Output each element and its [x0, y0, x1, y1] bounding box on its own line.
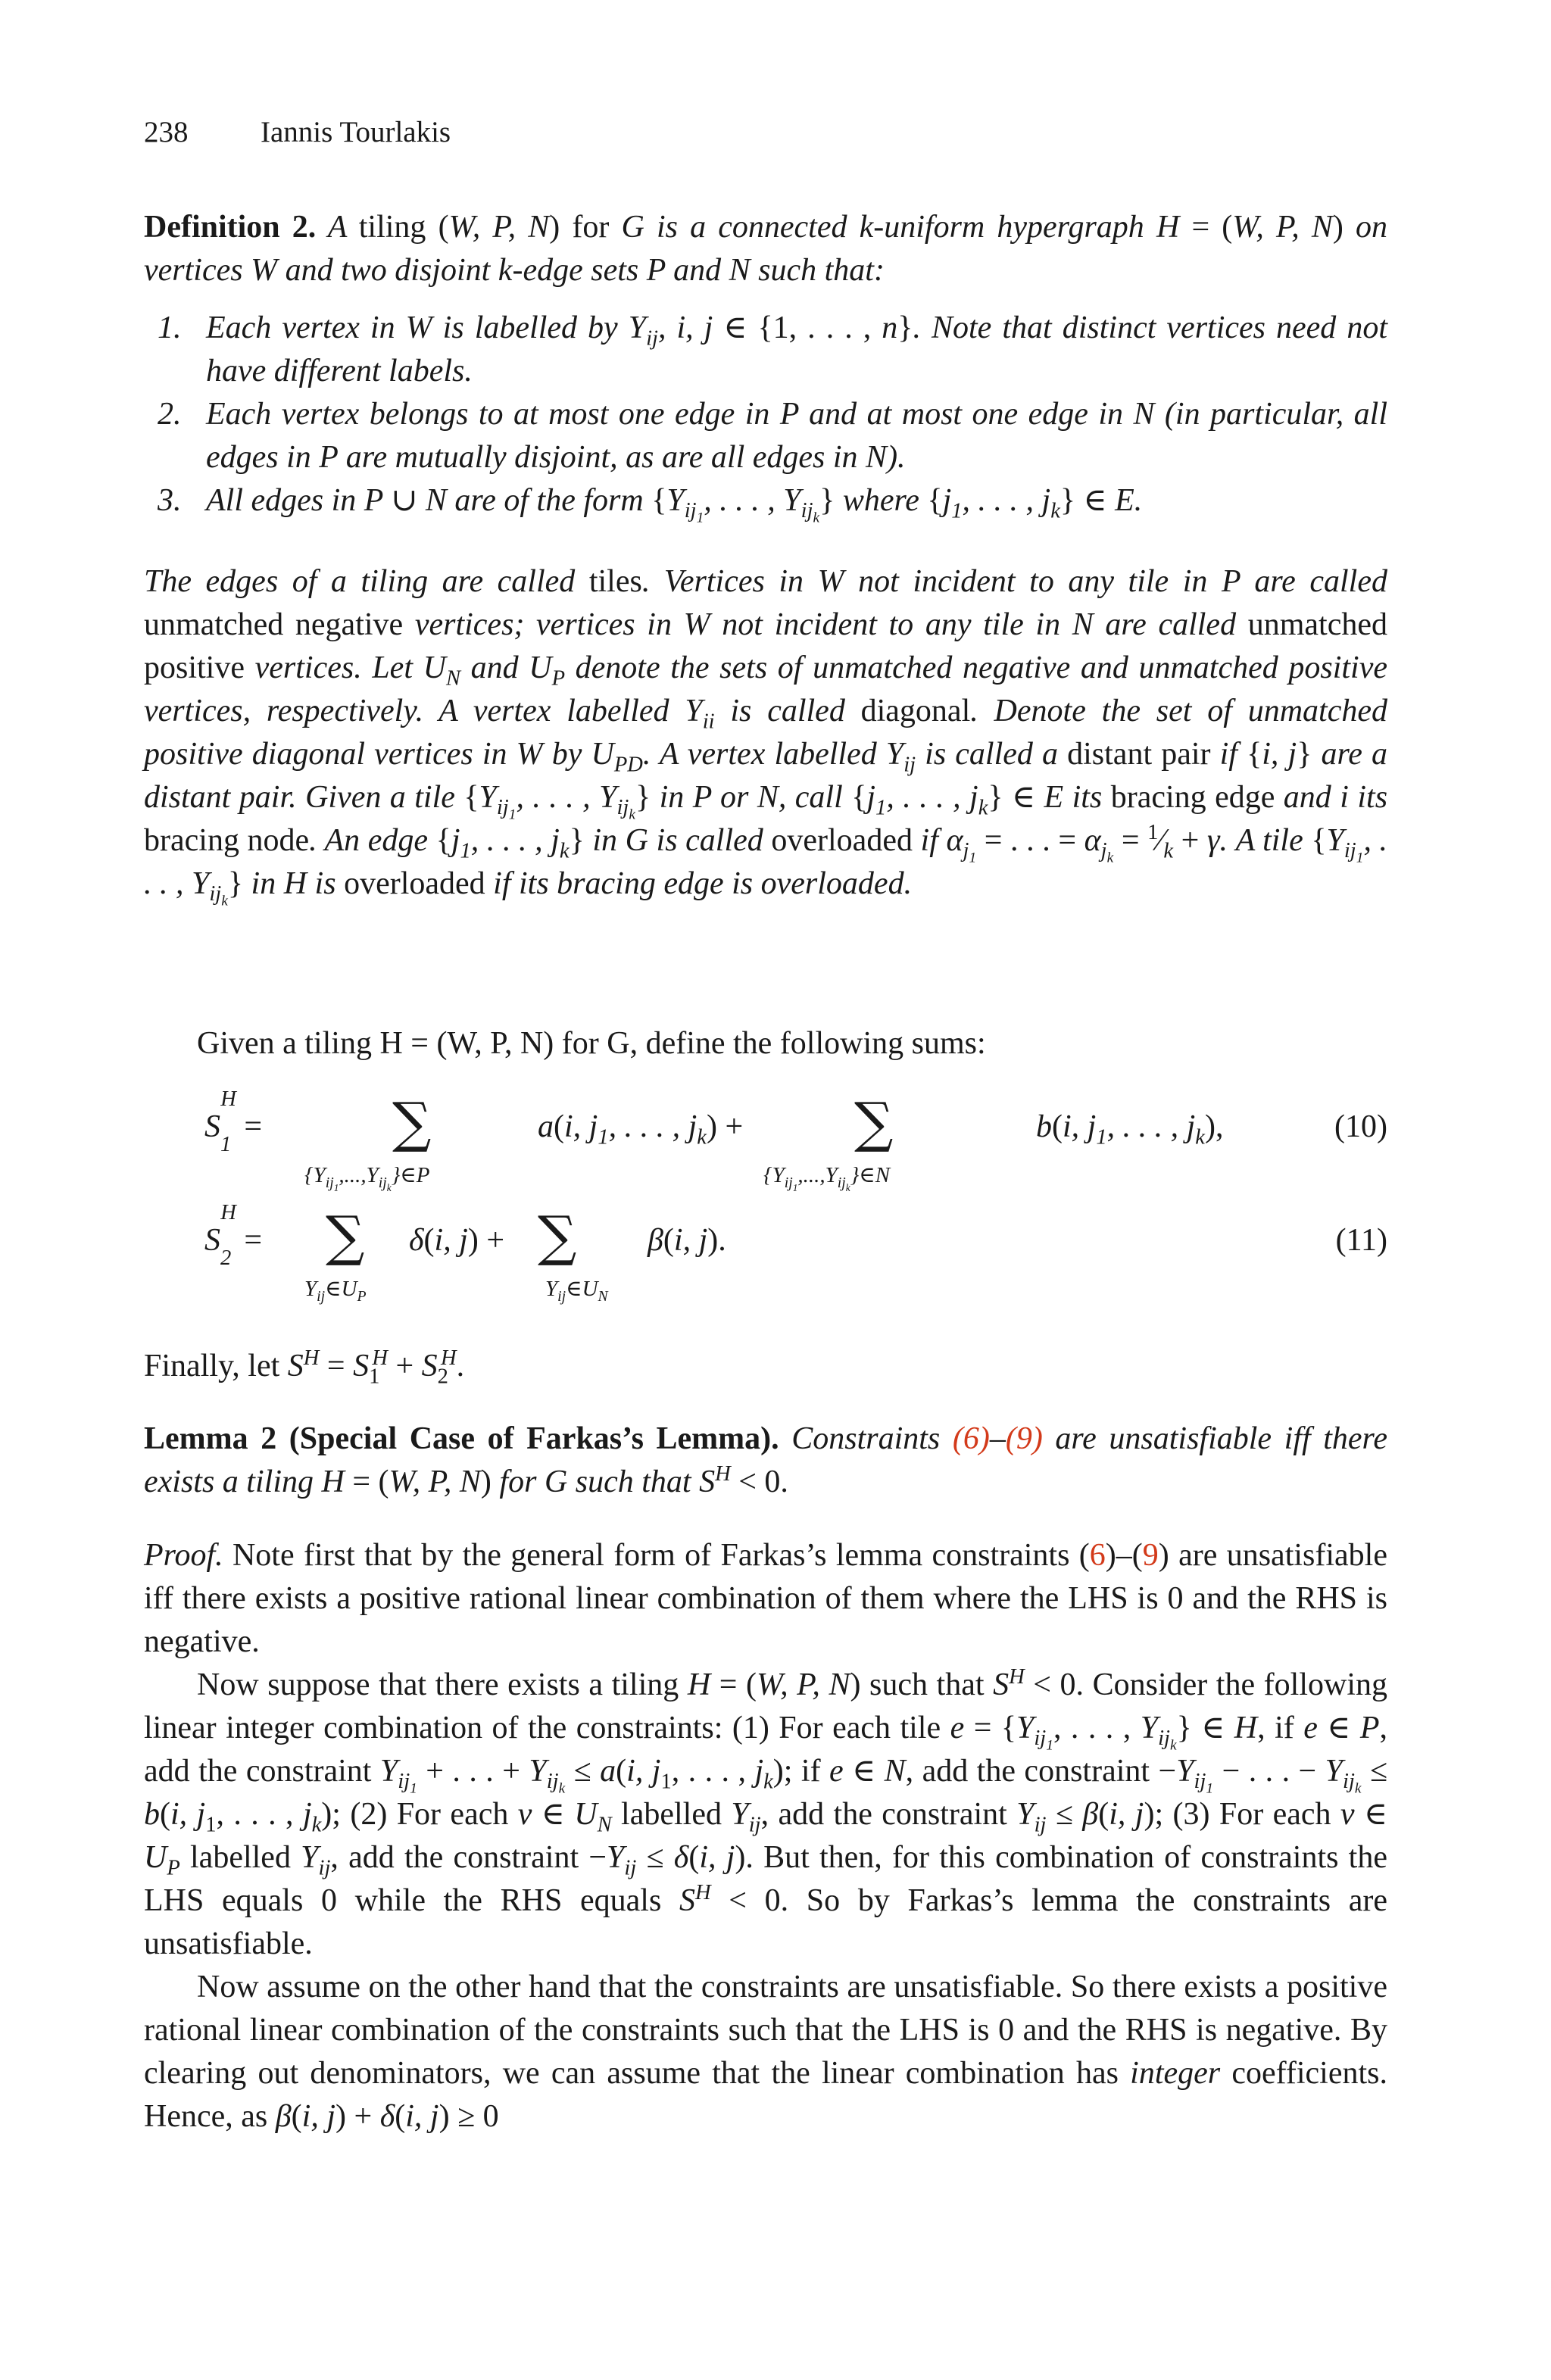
page-number: 238	[144, 116, 189, 148]
equation-number: (10)	[1334, 1109, 1387, 1144]
term-overloaded: overloaded	[771, 823, 913, 858]
sum-symbol: ∑	[326, 1204, 365, 1268]
definition-conditions	[144, 307, 1388, 527]
term-tiling: tiling	[358, 210, 426, 245]
lemma-label: Lemma 2 (Special Case of Farkas’s Lemma).	[144, 1421, 779, 1456]
proof-label: Proof.	[144, 1538, 223, 1573]
equation-11: $S_2^H$ = ∑ $Y_{ij}\in U_P$ δ(i, j) + ∑ $Y_{ij}\in U_N$ β(i, j). (11)	[204, 1201, 1387, 1305]
term-tiles: tiles	[588, 564, 642, 599]
author-name: Iannis Tourlakis	[261, 116, 451, 148]
condition-item: 3. All edges in P ∪ N are of the form {$Y_{ij_1}$, . . . , $Y_{ij_k}$} where {$j_1$, . . . , $j_k$} ∈ E.	[158, 483, 1143, 527]
sums-intro: Given a tiling H = (W, P, N) for G, define the following sums:	[197, 1026, 986, 1061]
ref-6[interactable]: 6	[1089, 1538, 1106, 1573]
ref-6[interactable]: (6)	[952, 1421, 990, 1456]
equation-number: (11)	[1335, 1223, 1387, 1258]
sum-symbol: ∑	[854, 1090, 894, 1154]
proof: Proof. Note first that by the general form of Farkas’s lemma constraints (6)–(9) are unsatisfiable iff there exists a positive rational linear combination of them where the LHS is 0 and the RHS is negative. Now suppose that there exists a tiling H = (W, P, N) such that $S^H < 0$. Consider the following linear integer combination of the constraints: (1) For each tile $e = \{Y_{ij_1}$, . . . , $Y_{ij_k}$} ∈ H, if e ∈ P, add the constraint $Y_{ij_1}$ + . . . + $Y_{ij_k} \le a(i$, $j_1$, . . . , $j_k$); if e ∈ N, add the constraint $-Y_{ij_1}$ − . . . − $Y_{ij_k} \le b(i$, $j_1$, . . . , $j_k$); (2) For each v ∈ $U_N$ labelled $Y_{ij}$, add the constraint $Y_{ij} \le \beta(i$, j); (3) For each v ∈ $U_P$ labelled $Y_{ij}$, add the constraint $-Y_{ij} \le \delta(i$, j). But then, for this combination of constraints the LHS equals 0 while the RHS equals $S^H < 0$. So by Farkas’s lemma the constraints are unsatisfiable. Now assume on the other hand that the constraints are unsatisfiable. So there exists a positive rational linear combination of the constraints such that the LHS is 0 and the RHS is negative. By clearing out denominators, we can assume that the linear combination has integer coefficients. Hence, as β(i, j) + δ(i, j) ≥ 0	[144, 1538, 1388, 2134]
sum-symbol: ∑	[392, 1090, 432, 1154]
definition-text-a: A	[327, 210, 347, 245]
condition-item: 2. Each vertex belongs to at most one edge in P and at most one edge in N (in particular, all edges in P are mutually disjoint, as are all edges in N).	[158, 397, 1387, 475]
tiles-paragraph: The edges of a tiling are called tiles. Vertices in W not incident to any tile in P are called unmatched negative vertices; vertices in W not incident to any tile in N are called unmatched positive vertices. Let $U_N$ and $U_P$ denote the sets of unmatched negative and unmatched positive vertices, respectively. A vertex labelled $Y_{ii}$ is called diagonal. Denote the set of unmatched positive diagonal vertices in W by $U_{PD}$. A vertex labelled $Y_{ij}$ is called a distant pair if {i, j} are a distant pair. Given a tile {$Y_{ij_1}$, . . . , $Y_{ij_k}$} in P or N, call {$j_1$, . . . , $j_k$} ∈ E its bracing edge and i its bracing node. An edge {$j_1$, . . . , $j_k$} in G is called overloaded if $\alpha_{j_1}$ = . . . = $\alpha_{j_k}$ = $^1⁄_k + \gamma$. A tile {$Y_{ij_1}$, . . . , $Y_{ij_k}$} in H is overloaded if its bracing edge is overloaded.	[144, 564, 1388, 910]
term-unmatched-negative: unmatched negative	[144, 607, 404, 642]
term-bracing-node: bracing node	[144, 823, 310, 858]
finally-line: Finally, let $S^H = S_1^H + S_2^H$.	[144, 1346, 465, 1389]
definition-2: Definition 2. A tiling (W, P, N) for G is a connected k-uniform hypergraph H = (W, P, N) on vertices W and two disjoint k-edge sets P and N such that: 1. Each vertex in W is labelled by $Y_{ij}$, i, j ∈ {1, . . . , n}. Note that distinct vertices need not have different labels. 2. Each vertex belongs to at most one edge in P and at most one edge in N (in particular, all edges in P are mutually disjoint, as are all edges in N). 3. All edges in P ∪ N are of the form {$Y_{ij_1}$, . . . , $Y_{ij_k}$} where {$j_1$, . . . , $j_k$} ∈ E.	[144, 210, 1388, 527]
ref-9[interactable]: (9)	[1005, 1421, 1043, 1456]
term-unmatched-positive: unmatched positive	[144, 607, 1387, 685]
term-distant-pair: distant pair	[1067, 737, 1211, 772]
running-header	[144, 115, 451, 149]
term-diagonal: diagonal	[860, 694, 971, 728]
term-integer: integer	[1130, 2056, 1221, 2091]
definition-label: Definition 2.	[144, 210, 317, 245]
term-bracing-edge: bracing edge	[1110, 780, 1275, 815]
lemma-2: Lemma 2 (Special Case of Farkas’s Lemma). Constraints (6)–(9) are unsatisfiable iff there exists a tiling H = (W, P, N) for G such that $S^H < 0$.	[144, 1421, 1387, 1499]
sum-symbol: ∑	[538, 1204, 577, 1268]
ref-9[interactable]: 9	[1142, 1538, 1159, 1573]
condition-item: 1. Each vertex in W is labelled by $Y_{ij}$, i, j ∈ {1, . . . , n}. Note that distinct vertices need not have different labels.	[158, 310, 1388, 388]
equation-10: $S_1^H$ = ∑ $\{Y_{ij_1},...,Y_{ij_k}\}\in P$ a(i, $j_1$, . . . , $j_k$) + ∑ $\{Y_{ij_1},...,Y_{ij_k}\}\in N$ b(i, $j_1$, . . . , $j_k$), (10)	[204, 1087, 1387, 1193]
